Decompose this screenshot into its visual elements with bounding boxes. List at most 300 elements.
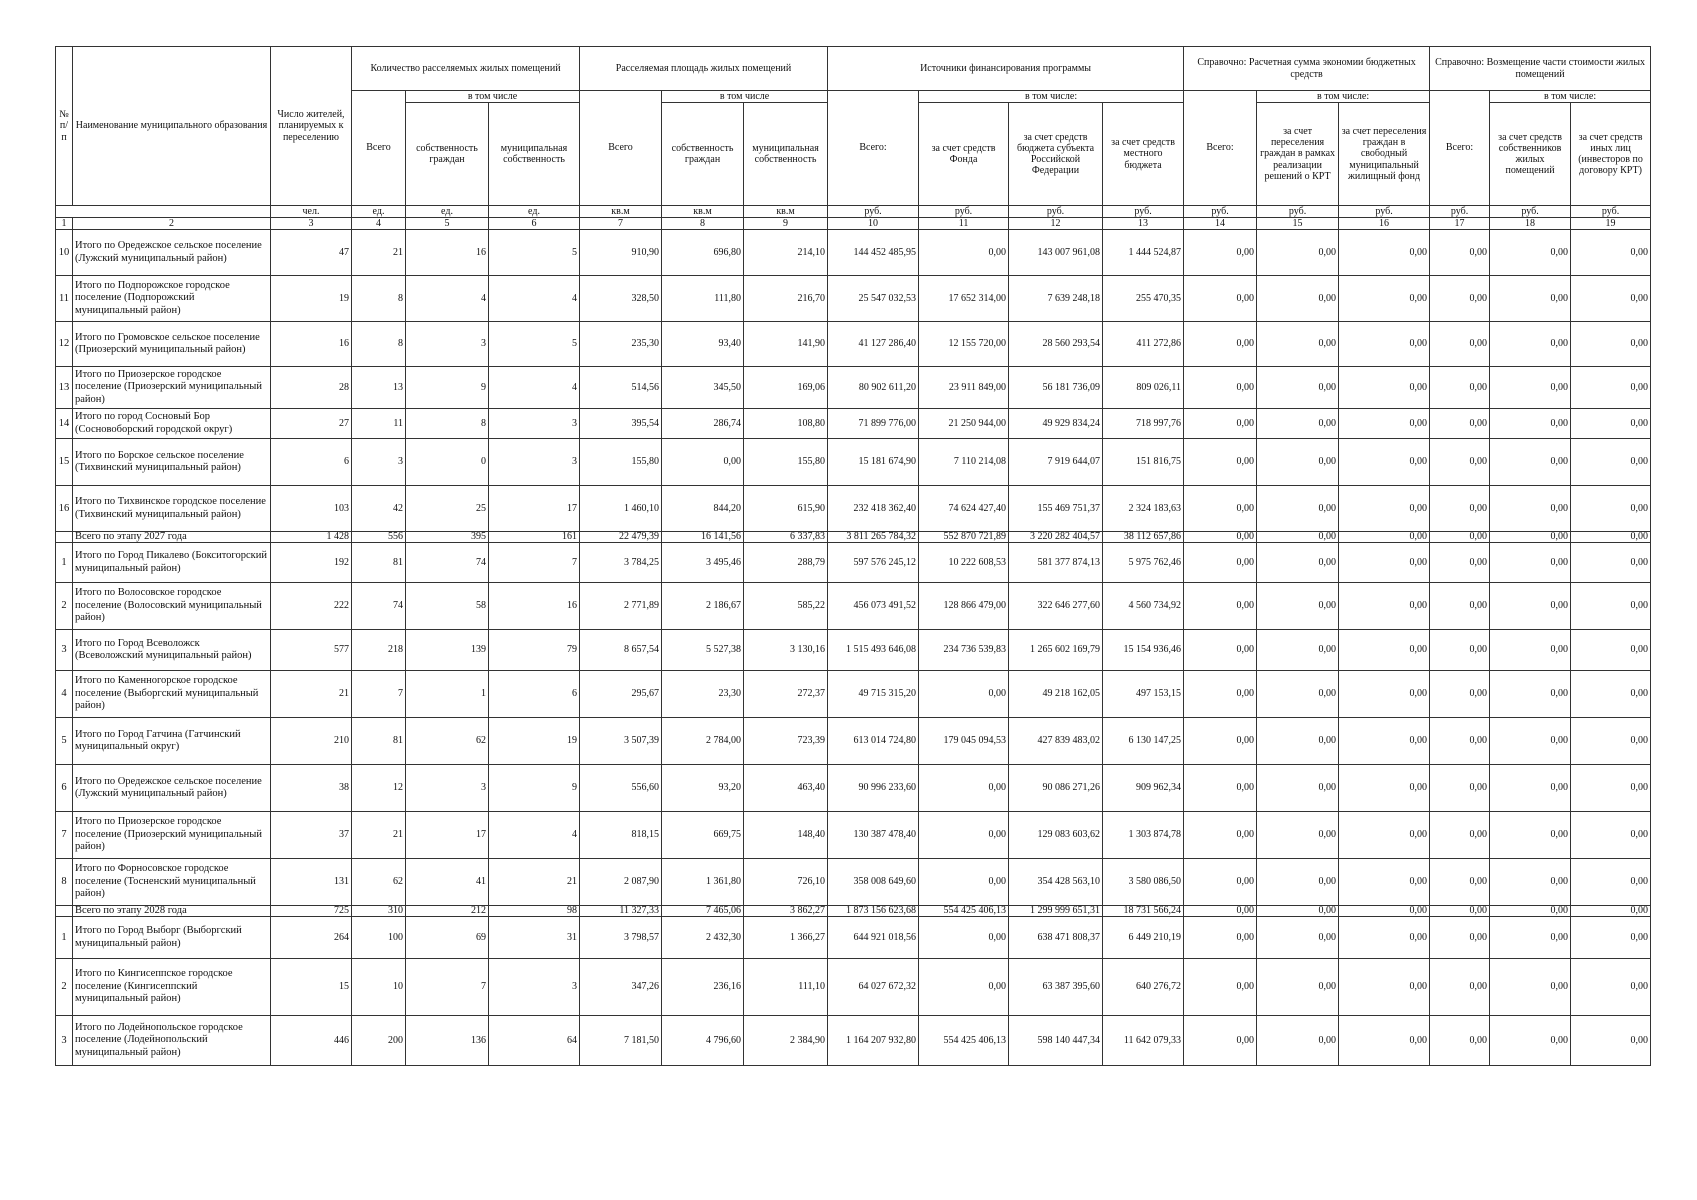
row-number: 13 bbox=[56, 367, 73, 409]
value-cell-c10: 1 515 493 646,08 bbox=[828, 630, 919, 671]
value-cell-c19: 0,00 bbox=[1571, 812, 1651, 859]
value-cell-c17: 0,00 bbox=[1430, 917, 1490, 959]
value-cell-c3: 131 bbox=[271, 859, 352, 906]
value-cell-c9: 3 862,27 bbox=[744, 906, 828, 917]
value-cell-c15: 0,00 bbox=[1257, 543, 1339, 583]
value-cell-c6: 5 bbox=[489, 230, 580, 276]
value-cell-c9: 155,80 bbox=[744, 439, 828, 486]
value-cell-c18: 0,00 bbox=[1490, 276, 1571, 322]
value-cell-c16: 0,00 bbox=[1339, 230, 1430, 276]
value-cell-c18: 0,00 bbox=[1490, 409, 1571, 439]
value-cell-c7: 910,90 bbox=[580, 230, 662, 276]
value-cell-c9: 111,10 bbox=[744, 959, 828, 1016]
row-number: 1 bbox=[56, 543, 73, 583]
value-cell-c9: 169,06 bbox=[744, 367, 828, 409]
value-cell-c13: 809 026,11 bbox=[1103, 367, 1184, 409]
value-cell-c13: 5 975 762,46 bbox=[1103, 543, 1184, 583]
value-cell-c8: 286,74 bbox=[662, 409, 744, 439]
header-area-in-that-number: в том числе bbox=[662, 91, 828, 103]
row-number bbox=[56, 906, 73, 917]
header-sav-in-that-number: в том числе: bbox=[1257, 91, 1430, 103]
value-cell-c7: 3 784,25 bbox=[580, 543, 662, 583]
unit-cell bbox=[56, 206, 271, 218]
column-number-cell: 18 bbox=[1490, 218, 1571, 230]
unit-cell: руб. bbox=[1490, 206, 1571, 218]
unit-cell: руб. bbox=[828, 206, 919, 218]
row-number bbox=[56, 532, 73, 543]
column-number-cell: 17 bbox=[1430, 218, 1490, 230]
value-cell-c12: 3 220 282 404,57 bbox=[1009, 532, 1103, 543]
column-number-cell: 13 bbox=[1103, 218, 1184, 230]
value-cell-c9: 272,37 bbox=[744, 671, 828, 718]
value-cell-c9: 214,10 bbox=[744, 230, 828, 276]
value-cell-c18: 0,00 bbox=[1490, 367, 1571, 409]
value-cell-c16: 0,00 bbox=[1339, 859, 1430, 906]
value-cell-c13: 497 153,15 bbox=[1103, 671, 1184, 718]
header-fin-subject-budget: за счет средств бюджета субъекта Российской Федерации bbox=[1009, 103, 1103, 206]
value-cell-c4: 21 bbox=[352, 812, 406, 859]
unit-cell: кв.м bbox=[662, 206, 744, 218]
value-cell-c15: 0,00 bbox=[1257, 812, 1339, 859]
value-cell-c4: 556 bbox=[352, 532, 406, 543]
unit-cell: кв.м bbox=[744, 206, 828, 218]
municipality-name: Итого по Волосовское городское поселение (Волосовский муниципальный район) bbox=[73, 583, 271, 630]
value-cell-c11: 0,00 bbox=[919, 671, 1009, 718]
value-cell-c16: 0,00 bbox=[1339, 276, 1430, 322]
value-cell-c7: 556,60 bbox=[580, 765, 662, 812]
value-cell-c11: 23 911 849,00 bbox=[919, 367, 1009, 409]
column-numbers-row bbox=[56, 218, 1651, 230]
value-cell-c8: 669,75 bbox=[662, 812, 744, 859]
unit-cell: ед. bbox=[489, 206, 580, 218]
value-cell-c12: 28 560 293,54 bbox=[1009, 322, 1103, 367]
value-cell-c15: 0,00 bbox=[1257, 276, 1339, 322]
value-cell-c11: 552 870 721,89 bbox=[919, 532, 1009, 543]
value-cell-c6: 161 bbox=[489, 532, 580, 543]
table-row bbox=[56, 230, 1651, 276]
value-cell-c4: 81 bbox=[352, 543, 406, 583]
unit-cell: руб. bbox=[1430, 206, 1490, 218]
table-row bbox=[56, 543, 1651, 583]
value-cell-c6: 6 bbox=[489, 671, 580, 718]
value-cell-c13: 11 642 079,33 bbox=[1103, 1016, 1184, 1066]
value-cell-c15: 0,00 bbox=[1257, 906, 1339, 917]
header-comp-owners: за счет средств собственников жилых помещений bbox=[1490, 103, 1571, 206]
value-cell-c11: 0,00 bbox=[919, 859, 1009, 906]
value-cell-c19: 0,00 bbox=[1571, 230, 1651, 276]
header-name: Наименование муниципального образования bbox=[73, 47, 271, 206]
value-cell-c5: 212 bbox=[406, 906, 489, 917]
value-cell-c19: 0,00 bbox=[1571, 439, 1651, 486]
value-cell-c4: 62 bbox=[352, 859, 406, 906]
row-number: 8 bbox=[56, 859, 73, 906]
column-number-cell: 11 bbox=[919, 218, 1009, 230]
value-cell-c14: 0,00 bbox=[1184, 486, 1257, 532]
value-cell-c14: 0,00 bbox=[1184, 718, 1257, 765]
column-number-cell: 2 bbox=[73, 218, 271, 230]
value-cell-c11: 128 866 479,00 bbox=[919, 583, 1009, 630]
value-cell-c5: 62 bbox=[406, 718, 489, 765]
header-qty-owned: собственность граждан bbox=[406, 103, 489, 206]
value-cell-c4: 42 bbox=[352, 486, 406, 532]
value-cell-c17: 0,00 bbox=[1430, 409, 1490, 439]
value-cell-c10: 644 921 018,56 bbox=[828, 917, 919, 959]
value-cell-c17: 0,00 bbox=[1430, 532, 1490, 543]
row-number: 12 bbox=[56, 322, 73, 367]
value-cell-c16: 0,00 bbox=[1339, 671, 1430, 718]
value-cell-c3: 47 bbox=[271, 230, 352, 276]
value-cell-c15: 0,00 bbox=[1257, 409, 1339, 439]
value-cell-c8: 5 527,38 bbox=[662, 630, 744, 671]
value-cell-c18: 0,00 bbox=[1490, 812, 1571, 859]
value-cell-c6: 5 bbox=[489, 322, 580, 367]
value-cell-c6: 3 bbox=[489, 959, 580, 1016]
value-cell-c19: 0,00 bbox=[1571, 765, 1651, 812]
value-cell-c3: 725 bbox=[271, 906, 352, 917]
value-cell-c14: 0,00 bbox=[1184, 230, 1257, 276]
value-cell-c15: 0,00 bbox=[1257, 367, 1339, 409]
header-group-finance: Источники финансирования программы bbox=[828, 47, 1184, 91]
value-cell-c13: 4 560 734,92 bbox=[1103, 583, 1184, 630]
value-cell-c19: 0,00 bbox=[1571, 486, 1651, 532]
value-cell-c17: 0,00 bbox=[1430, 765, 1490, 812]
value-cell-c14: 0,00 bbox=[1184, 409, 1257, 439]
value-cell-c12: 56 181 736,09 bbox=[1009, 367, 1103, 409]
value-cell-c19: 0,00 bbox=[1571, 276, 1651, 322]
unit-cell: руб. bbox=[1103, 206, 1184, 218]
value-cell-c7: 235,30 bbox=[580, 322, 662, 367]
value-cell-c8: 2 186,67 bbox=[662, 583, 744, 630]
municipality-name: Итого по Форносовское городское поселение (Тосненский муниципальный район) bbox=[73, 859, 271, 906]
value-cell-c18: 0,00 bbox=[1490, 322, 1571, 367]
value-cell-c9: 148,40 bbox=[744, 812, 828, 859]
header-comp-in-that-number: в том числе: bbox=[1490, 91, 1651, 103]
value-cell-c15: 0,00 bbox=[1257, 322, 1339, 367]
value-cell-c4: 200 bbox=[352, 1016, 406, 1066]
table-row bbox=[56, 959, 1651, 1016]
value-cell-c14: 0,00 bbox=[1184, 812, 1257, 859]
value-cell-c17: 0,00 bbox=[1430, 859, 1490, 906]
unit-cell: ед. bbox=[406, 206, 489, 218]
value-cell-c12: 581 377 874,13 bbox=[1009, 543, 1103, 583]
value-cell-c15: 0,00 bbox=[1257, 583, 1339, 630]
value-cell-c16: 0,00 bbox=[1339, 1016, 1430, 1066]
value-cell-c9: 2 384,90 bbox=[744, 1016, 828, 1066]
value-cell-c8: 2 784,00 bbox=[662, 718, 744, 765]
value-cell-c17: 0,00 bbox=[1430, 367, 1490, 409]
table-row bbox=[56, 917, 1651, 959]
column-number-cell: 4 bbox=[352, 218, 406, 230]
value-cell-c8: 111,80 bbox=[662, 276, 744, 322]
value-cell-c7: 2 087,90 bbox=[580, 859, 662, 906]
header-sav-free-fund: за счет переселения граждан в свободный муниципальный жилищный фонд bbox=[1339, 103, 1430, 206]
value-cell-c5: 25 bbox=[406, 486, 489, 532]
value-cell-c8: 16 141,56 bbox=[662, 532, 744, 543]
value-cell-c11: 554 425 406,13 bbox=[919, 906, 1009, 917]
value-cell-c14: 0,00 bbox=[1184, 765, 1257, 812]
value-cell-c16: 0,00 bbox=[1339, 543, 1430, 583]
value-cell-c9: 1 366,27 bbox=[744, 917, 828, 959]
value-cell-c3: 38 bbox=[271, 765, 352, 812]
value-cell-c13: 18 731 566,24 bbox=[1103, 906, 1184, 917]
table-row bbox=[56, 671, 1651, 718]
header-area-owned: собственность граждан bbox=[662, 103, 744, 206]
unit-cell: кв.м bbox=[580, 206, 662, 218]
unit-cell: ед. bbox=[352, 206, 406, 218]
value-cell-c12: 427 839 483,02 bbox=[1009, 718, 1103, 765]
value-cell-c6: 3 bbox=[489, 409, 580, 439]
header-area-municipal: муниципальная собственность bbox=[744, 103, 828, 206]
value-cell-c19: 0,00 bbox=[1571, 917, 1651, 959]
value-cell-c14: 0,00 bbox=[1184, 322, 1257, 367]
value-cell-c4: 74 bbox=[352, 583, 406, 630]
header-group-compensation: Справочно: Возмещение части стоимости жилых помещений bbox=[1430, 47, 1651, 91]
row-number: 6 bbox=[56, 765, 73, 812]
value-cell-c10: 71 899 776,00 bbox=[828, 409, 919, 439]
value-cell-c3: 27 bbox=[271, 409, 352, 439]
value-cell-c9: 463,40 bbox=[744, 765, 828, 812]
value-cell-c15: 0,00 bbox=[1257, 230, 1339, 276]
value-cell-c4: 12 bbox=[352, 765, 406, 812]
value-cell-c10: 144 452 485,95 bbox=[828, 230, 919, 276]
value-cell-c11: 0,00 bbox=[919, 917, 1009, 959]
header-group-quantity: Количество расселяемых жилых помещений bbox=[352, 47, 580, 91]
value-cell-c5: 3 bbox=[406, 322, 489, 367]
value-cell-c6: 19 bbox=[489, 718, 580, 765]
table-row bbox=[56, 812, 1651, 859]
header-fin-in-that-number: в том числе: bbox=[919, 91, 1184, 103]
value-cell-c11: 74 624 427,40 bbox=[919, 486, 1009, 532]
value-cell-c10: 232 418 362,40 bbox=[828, 486, 919, 532]
municipality-name: Итого по Громовское сельское поселение (Приозерский муниципальный район) bbox=[73, 322, 271, 367]
table-row bbox=[56, 486, 1651, 532]
value-cell-c8: 7 465,06 bbox=[662, 906, 744, 917]
municipality-name: Итого по Лодейнопольское городское поселение (Лодейнопольский муниципальный район) bbox=[73, 1016, 271, 1066]
unit-cell: руб. bbox=[1009, 206, 1103, 218]
municipality-name: Итого по Оредежское сельское поселение (Лужский муниципальный район) bbox=[73, 230, 271, 276]
value-cell-c12: 598 140 447,34 bbox=[1009, 1016, 1103, 1066]
value-cell-c6: 21 bbox=[489, 859, 580, 906]
value-cell-c6: 17 bbox=[489, 486, 580, 532]
value-cell-c16: 0,00 bbox=[1339, 718, 1430, 765]
header-no: № п/п bbox=[56, 47, 73, 206]
value-cell-c3: 1 428 bbox=[271, 532, 352, 543]
header-qty-in-that-number: в том числе bbox=[406, 91, 580, 103]
value-cell-c4: 100 bbox=[352, 917, 406, 959]
value-cell-c14: 0,00 bbox=[1184, 1016, 1257, 1066]
value-cell-c9: 216,70 bbox=[744, 276, 828, 322]
municipality-name: Итого по Город Гатчина (Гатчинский муниципальный округ) bbox=[73, 718, 271, 765]
value-cell-c15: 0,00 bbox=[1257, 671, 1339, 718]
value-cell-c17: 0,00 bbox=[1430, 906, 1490, 917]
header-sav-krt: за счет переселения граждан в рамках реализации решений о КРТ bbox=[1257, 103, 1339, 206]
value-cell-c13: 6 449 210,19 bbox=[1103, 917, 1184, 959]
value-cell-c3: 37 bbox=[271, 812, 352, 859]
value-cell-c7: 395,54 bbox=[580, 409, 662, 439]
value-cell-c18: 0,00 bbox=[1490, 532, 1571, 543]
value-cell-c9: 723,39 bbox=[744, 718, 828, 765]
value-cell-c4: 3 bbox=[352, 439, 406, 486]
value-cell-c4: 81 bbox=[352, 718, 406, 765]
table-row bbox=[56, 765, 1651, 812]
table-row bbox=[56, 276, 1651, 322]
value-cell-c18: 0,00 bbox=[1490, 583, 1571, 630]
municipality-name: Итого по Тихвинское городское поселение (Тихвинский муниципальный район) bbox=[73, 486, 271, 532]
value-cell-c13: 2 324 183,63 bbox=[1103, 486, 1184, 532]
value-cell-c7: 22 479,39 bbox=[580, 532, 662, 543]
value-cell-c10: 1 873 156 623,68 bbox=[828, 906, 919, 917]
row-number: 15 bbox=[56, 439, 73, 486]
row-number: 2 bbox=[56, 583, 73, 630]
value-cell-c5: 74 bbox=[406, 543, 489, 583]
value-cell-c4: 7 bbox=[352, 671, 406, 718]
table-row bbox=[56, 630, 1651, 671]
value-cell-c6: 7 bbox=[489, 543, 580, 583]
value-cell-c19: 0,00 bbox=[1571, 1016, 1651, 1066]
value-cell-c5: 0 bbox=[406, 439, 489, 486]
value-cell-c8: 4 796,60 bbox=[662, 1016, 744, 1066]
value-cell-c16: 0,00 bbox=[1339, 765, 1430, 812]
value-cell-c17: 0,00 bbox=[1430, 812, 1490, 859]
value-cell-c5: 69 bbox=[406, 917, 489, 959]
value-cell-c7: 1 460,10 bbox=[580, 486, 662, 532]
value-cell-c14: 0,00 bbox=[1184, 917, 1257, 959]
value-cell-c14: 0,00 bbox=[1184, 583, 1257, 630]
value-cell-c14: 0,00 bbox=[1184, 959, 1257, 1016]
value-cell-c10: 90 996 233,60 bbox=[828, 765, 919, 812]
value-cell-c3: 19 bbox=[271, 276, 352, 322]
value-cell-c17: 0,00 bbox=[1430, 322, 1490, 367]
municipality-name: Итого по Оредежское сельское поселение (Лужский муниципальный район) bbox=[73, 765, 271, 812]
value-cell-c3: 16 bbox=[271, 322, 352, 367]
value-cell-c13: 38 112 657,86 bbox=[1103, 532, 1184, 543]
column-number-cell: 3 bbox=[271, 218, 352, 230]
value-cell-c5: 1 bbox=[406, 671, 489, 718]
value-cell-c9: 108,80 bbox=[744, 409, 828, 439]
value-cell-c5: 8 bbox=[406, 409, 489, 439]
value-cell-c14: 0,00 bbox=[1184, 532, 1257, 543]
value-cell-c18: 0,00 bbox=[1490, 630, 1571, 671]
value-cell-c12: 7 639 248,18 bbox=[1009, 276, 1103, 322]
value-cell-c6: 9 bbox=[489, 765, 580, 812]
table-row bbox=[56, 409, 1651, 439]
unit-cell: руб. bbox=[1339, 206, 1430, 218]
value-cell-c10: 3 811 265 784,32 bbox=[828, 532, 919, 543]
value-cell-c6: 64 bbox=[489, 1016, 580, 1066]
value-cell-c14: 0,00 bbox=[1184, 439, 1257, 486]
column-number-cell: 16 bbox=[1339, 218, 1430, 230]
value-cell-c12: 90 086 271,26 bbox=[1009, 765, 1103, 812]
value-cell-c15: 0,00 bbox=[1257, 917, 1339, 959]
value-cell-c17: 0,00 bbox=[1430, 959, 1490, 1016]
header-comp-total: Всего: bbox=[1430, 91, 1490, 206]
value-cell-c10: 597 576 245,12 bbox=[828, 543, 919, 583]
value-cell-c3: 222 bbox=[271, 583, 352, 630]
header-group-savings: Справочно: Расчетная сумма экономии бюджетных средств bbox=[1184, 47, 1430, 91]
value-cell-c15: 0,00 bbox=[1257, 439, 1339, 486]
municipality-name: Итого по Кингисеппское городское поселение (Кингисеппский муниципальный район) bbox=[73, 959, 271, 1016]
value-cell-c9: 585,22 bbox=[744, 583, 828, 630]
resettlement-program-sheet bbox=[55, 46, 1650, 1066]
value-cell-c7: 347,26 bbox=[580, 959, 662, 1016]
value-cell-c11: 12 155 720,00 bbox=[919, 322, 1009, 367]
value-cell-c4: 310 bbox=[352, 906, 406, 917]
value-cell-c3: 21 bbox=[271, 671, 352, 718]
units-row bbox=[56, 206, 1651, 218]
value-cell-c14: 0,00 bbox=[1184, 276, 1257, 322]
header-qty-total: Всего bbox=[352, 91, 406, 206]
value-cell-c3: 446 bbox=[271, 1016, 352, 1066]
value-cell-c14: 0,00 bbox=[1184, 367, 1257, 409]
value-cell-c7: 8 657,54 bbox=[580, 630, 662, 671]
value-cell-c8: 844,20 bbox=[662, 486, 744, 532]
value-cell-c9: 288,79 bbox=[744, 543, 828, 583]
value-cell-c15: 0,00 bbox=[1257, 532, 1339, 543]
value-cell-c17: 0,00 bbox=[1430, 276, 1490, 322]
value-cell-c3: 103 bbox=[271, 486, 352, 532]
value-cell-c5: 17 bbox=[406, 812, 489, 859]
value-cell-c5: 3 bbox=[406, 765, 489, 812]
value-cell-c15: 0,00 bbox=[1257, 859, 1339, 906]
row-number: 14 bbox=[56, 409, 73, 439]
value-cell-c15: 0,00 bbox=[1257, 1016, 1339, 1066]
row-number: 2 bbox=[56, 959, 73, 1016]
value-cell-c8: 93,40 bbox=[662, 322, 744, 367]
value-cell-c5: 58 bbox=[406, 583, 489, 630]
value-cell-c16: 0,00 bbox=[1339, 583, 1430, 630]
value-cell-c15: 0,00 bbox=[1257, 718, 1339, 765]
value-cell-c11: 21 250 944,00 bbox=[919, 409, 1009, 439]
row-number: 10 bbox=[56, 230, 73, 276]
header-sav-total: Всего: bbox=[1184, 91, 1257, 206]
municipality-name: Итого по Город Пикалево (Бокситогорский муниципальный район) bbox=[73, 543, 271, 583]
value-cell-c5: 395 bbox=[406, 532, 489, 543]
value-cell-c18: 0,00 bbox=[1490, 671, 1571, 718]
value-cell-c3: 15 bbox=[271, 959, 352, 1016]
column-number-cell: 19 bbox=[1571, 218, 1651, 230]
value-cell-c12: 638 471 808,37 bbox=[1009, 917, 1103, 959]
value-cell-c5: 139 bbox=[406, 630, 489, 671]
value-cell-c16: 0,00 bbox=[1339, 959, 1430, 1016]
column-number-cell: 12 bbox=[1009, 218, 1103, 230]
value-cell-c19: 0,00 bbox=[1571, 543, 1651, 583]
value-cell-c8: 236,16 bbox=[662, 959, 744, 1016]
table-row bbox=[56, 583, 1651, 630]
value-cell-c12: 63 387 395,60 bbox=[1009, 959, 1103, 1016]
value-cell-c11: 179 045 094,53 bbox=[919, 718, 1009, 765]
value-cell-c10: 15 181 674,90 bbox=[828, 439, 919, 486]
value-cell-c12: 49 929 834,24 bbox=[1009, 409, 1103, 439]
column-number-cell: 14 bbox=[1184, 218, 1257, 230]
value-cell-c15: 0,00 bbox=[1257, 630, 1339, 671]
municipality-name: Всего по этапу 2027 года bbox=[73, 532, 271, 543]
value-cell-c16: 0,00 bbox=[1339, 906, 1430, 917]
value-cell-c6: 4 bbox=[489, 367, 580, 409]
value-cell-c9: 141,90 bbox=[744, 322, 828, 367]
value-cell-c16: 0,00 bbox=[1339, 322, 1430, 367]
value-cell-c16: 0,00 bbox=[1339, 917, 1430, 959]
value-cell-c8: 345,50 bbox=[662, 367, 744, 409]
value-cell-c11: 7 110 214,08 bbox=[919, 439, 1009, 486]
value-cell-c18: 0,00 bbox=[1490, 1016, 1571, 1066]
value-cell-c12: 143 007 961,08 bbox=[1009, 230, 1103, 276]
table-row bbox=[56, 367, 1651, 409]
value-cell-c19: 0,00 bbox=[1571, 906, 1651, 917]
value-cell-c17: 0,00 bbox=[1430, 718, 1490, 765]
value-cell-c11: 0,00 bbox=[919, 959, 1009, 1016]
value-cell-c10: 64 027 672,32 bbox=[828, 959, 919, 1016]
value-cell-c17: 0,00 bbox=[1430, 583, 1490, 630]
